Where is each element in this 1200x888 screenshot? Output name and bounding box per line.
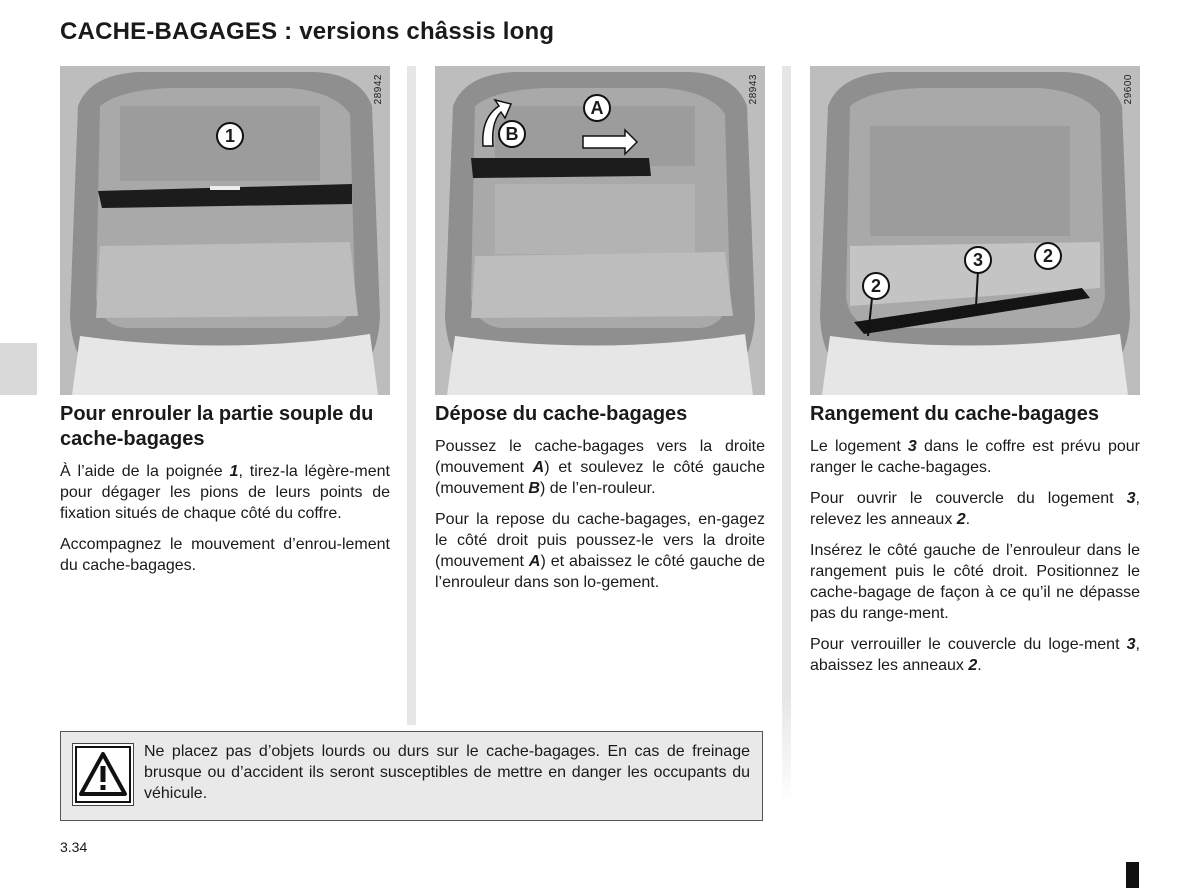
page-title: CACHE-BAGAGES : versions châssis long	[60, 18, 555, 45]
paragraph: À l’aide de la poignée 1, tirez-la légère-ment pour dégager les pions de leurs points de fixation situés de chaque côté du coffre.	[60, 463, 391, 522]
section-tab-marker	[0, 343, 37, 395]
section-heading: Pour enrouler la partie souple du cache-bagages	[60, 403, 374, 450]
callout-3: 3	[964, 246, 992, 274]
figure-ref-number: 28943	[748, 74, 759, 105]
warning-box	[60, 731, 763, 821]
callout-a: A	[583, 94, 611, 122]
column-divider	[407, 66, 416, 725]
callout-2: 2	[862, 272, 890, 300]
figure-ref-number: 28942	[373, 74, 384, 105]
trunk-illustration	[60, 66, 390, 395]
column-storage	[810, 402, 1140, 686]
page-number: 3.34	[60, 839, 88, 855]
section-heading: Rangement du cache-bagages	[810, 403, 1099, 425]
paragraph: Insérez le côté gauche de l’enrouleur dans le rangement puis le côté droit. Positionnez le cache-bagage de façon à ce qu’il ne dépasse pas du range-ment.	[810, 542, 1140, 622]
callout-2: 2	[1034, 242, 1062, 270]
figure-ref-number: 29600	[1123, 74, 1134, 105]
paragraph: Pour verrouiller le couvercle du loge-ment 3, abaissez les anneaux 2.	[810, 636, 1140, 674]
warning-triangle-icon	[72, 743, 134, 806]
paragraph: Le logement 3 dans le coffre est prévu pour ranger le cache-bagages.	[810, 438, 1140, 476]
column-removal	[435, 402, 765, 603]
photo-trunk-cover-storage	[810, 66, 1140, 395]
paragraph: Accompagnez le mouvement d’enrou-lement du cache-bagages.	[60, 536, 390, 574]
trunk-illustration	[810, 66, 1140, 395]
paragraph: Pour la repose du cache-bagages, en-gagez le côté droit puis poussez-le vers la droite (mouvement A) et abaissez le côté gauche de l’enrouleur dans son lo-gement.	[435, 511, 765, 591]
callout-b: B	[498, 120, 526, 148]
page-edge-marker	[1126, 862, 1139, 888]
section-heading: Dépose du cache-bagages	[435, 403, 688, 425]
photo-trunk-cover-removal	[435, 66, 765, 395]
warning-text: Ne placez pas d’objets lourds ou durs sur le cache-bagages. En cas de freinage brusque ou d’accident ils seront susceptibles de mettre en danger les occupants du véhicule.	[144, 743, 750, 802]
photo-trunk-cover-rolled	[60, 66, 390, 395]
callout-1: 1	[216, 122, 244, 150]
column-divider	[782, 66, 791, 806]
paragraph: Poussez le cache-bagages vers la droite (mouvement A) et soulevez le côté gauche (mouvement B) de l’en-rouleur.	[435, 438, 765, 497]
column-roll-up	[60, 402, 390, 586]
paragraph: Pour ouvrir le couvercle du logement 3, relevez les anneaux 2.	[810, 490, 1140, 528]
